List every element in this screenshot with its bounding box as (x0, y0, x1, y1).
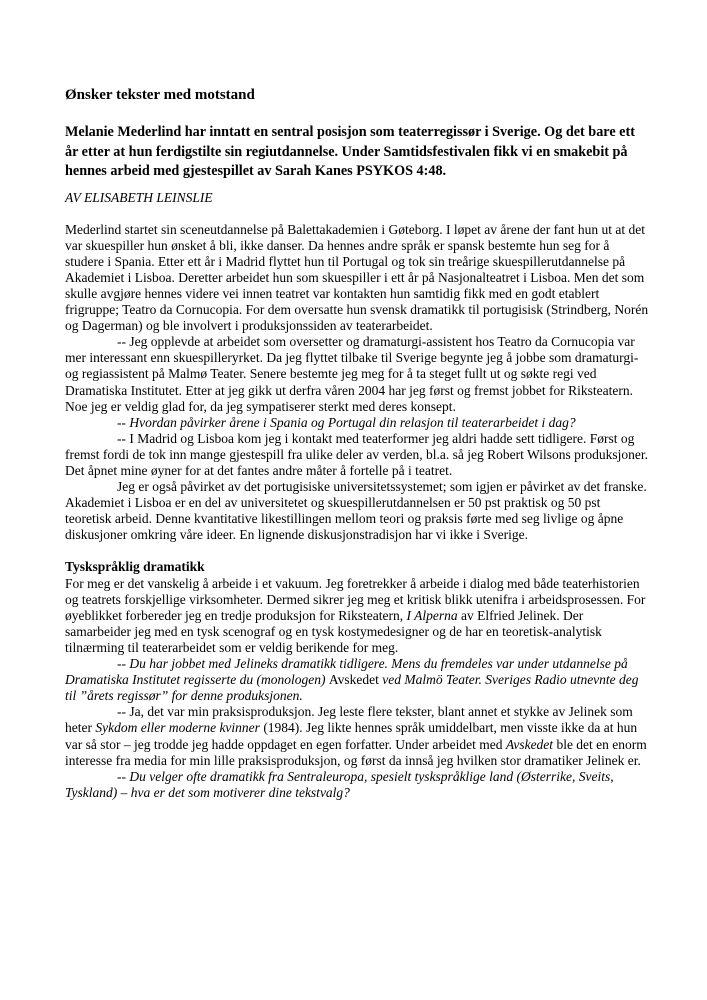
interview-answer (65, 479, 649, 543)
interview-question (65, 769, 649, 801)
text-run: -- Du har jobbet med Jelineks dramatikk tidligere. Mens du fremdeles var under utdannelse på Dramatiska Institutet regisserte du (monologen) (65, 656, 628, 688)
text-run: av Elfried Jelinek. Der samarbeider jeg med en tysk scenograf og en tysk kostymedesigner og de har en teoretisk-analytisk tilnærming til teaterarbeidet som er veldig berikende for meg. (65, 607, 602, 655)
lead-paragraph (65, 123, 649, 182)
paragraph (65, 576, 649, 656)
article-title (65, 86, 649, 104)
article (65, 86, 649, 801)
byline (65, 190, 649, 206)
text-run: Melanie Mederlind har inntatt en sentral posisjon som teaterregissør i Sverige. Og det bare ett år etter at hun ferdigstilte sin regiutdannelse. Under Samtidsfestivalen fikk vi en smakebit på hennes arbeid med gjestespillet av Sarah Kanes PSYKOS 4:48. (65, 124, 635, 179)
interview-answer (65, 431, 649, 479)
text-run: For meg er det vanskelig å arbeide i et vakuum. Jeg foretrekker å arbeide i dialog med både teaterhistorien og teatrets forskjellige virksomheter. Dermed sikrer jeg meg et kritisk blikk utenifra i arbeidsprosessen. For øyeblikket forbereder jeg en tredje produksjon for Riksteatern, (65, 575, 646, 623)
text-run: ved Malmö Teater. Sveriges Radio utnevnte deg til ”årets regissør” for denne produksjonen. (65, 672, 639, 704)
text-run: -- Ja, det var min praksisproduksjon. Jeg leste flere tekster, blant annet et stykke av Jelinek som heter (65, 704, 633, 736)
interview-answer (65, 334, 649, 414)
text-run: -- Hvordan påvirker årene i Spania og Portugal din relasjon til teaterarbeidet i dag? (117, 414, 576, 430)
text-run: Jeg er også påvirket av det portugisiske universitetssystemet; som igjen er påvirket av det franske. Akademiet i Lisboa er en del av universitetet og skuespillerutdannelsen er 50 pst praktisk og 50 pst teoretisk arbeid. Denne kvantitative likestillingen mellom teori og praksis førte med seg livlige og åpne diskusjoner omkring våre ideer. En lignende diskusjonstradisjon har vi ikke i Sverige. (65, 479, 647, 543)
text-run: ble det en enorm interesse fra media for min lille praksisproduksjon, og først da innså jeg hvilken stor dramatiker Jelinek er. (65, 736, 647, 768)
text-run: I Alperna (406, 607, 458, 623)
text-run: Avskedet (328, 672, 379, 688)
text-run: -- I Madrid og Lisboa kom jeg i kontakt med teaterformer jeg aldri hadde sett tidligere. Først og fremst fordi de tok inn mange gjestespill fra ulike deler av verden, bl.a. så jeg Robert Wilsons produksjoner. Det åpnet mine øyner for at det fantes andre måter å fortelle på i teatret. (65, 430, 648, 478)
text-run: Sykdom eller moderne kvinner (95, 720, 260, 736)
interview-question (65, 656, 649, 704)
paragraph (65, 222, 649, 335)
section-heading (65, 559, 649, 575)
text-run: Avskedet (505, 736, 554, 752)
text-run: Ønsker tekster med motstand (65, 87, 255, 103)
text-run: -- Du velger ofte dramatikk fra Sentraleuropa, spesielt tyskspråklige land (Østerrike, Sveits, Tyskland) – hva er det som motiverer dine tekstvalg? (65, 768, 614, 800)
text-run: AV ELISABETH LEINSLIE (65, 189, 213, 205)
text-run: Mederlind startet sin sceneutdannelse på Balettakademien i Gøteborg. I løpet av årene der fant hun ut at det var skuespiller hun ønsket å bli, ikke danser. Da hennes andre språk er spansk bestemte hun seg for å studere i Spania. Etter ett år i Madrid flyttet hun til Portugal og tok sin treårige skuespillerutdannelse på Akademiet i Lisboa. Deretter arbeidet hun som skuespiller i ett år på Nasjonalteatret i Lisboa. Men det som skulle avgjøre hennes videre vei innen teatret var kontakten hun samtidig fikk med en godt etablert frigruppe; Teatro da Cornucopia. For dem oversatte hun svensk dramatikk til portugisisk (Strindberg, Norén og Dagerman) og ble involvert i produksjonssiden av teaterarbeidet. (65, 221, 649, 334)
text-run: -- Jeg opplevde at arbeidet som oversetter og dramaturgi-assistent hos Teatro da Cornucopia var mer interessant enn skuespilleryrket. Da jeg flyttet tilbake til Sverige begynte jeg å jobbe som dramaturgi- og regiassistent på Malmø Teater. Senere bestemte jeg meg for å ta steget fullt ut og søkte regi ved Dramatiska Institutet. Etter at jeg gikk ut derfra våren 2004 har jeg først og fremst jobbet for Riksteatern. Noe jeg er veldig glad for, da jeg sympatiserer sterkt med deres konsept. (65, 334, 639, 414)
text-run: Tyskspråklig dramatikk (65, 559, 205, 575)
text-run: (1984). Jeg likte hennes språk umiddelbart, men visste ikke da at hun var så stor – jeg trodde jeg hadde oppdaget en egen forfatter. Under arbeidet med (65, 720, 638, 752)
interview-question (65, 415, 649, 431)
interview-answer (65, 704, 649, 768)
